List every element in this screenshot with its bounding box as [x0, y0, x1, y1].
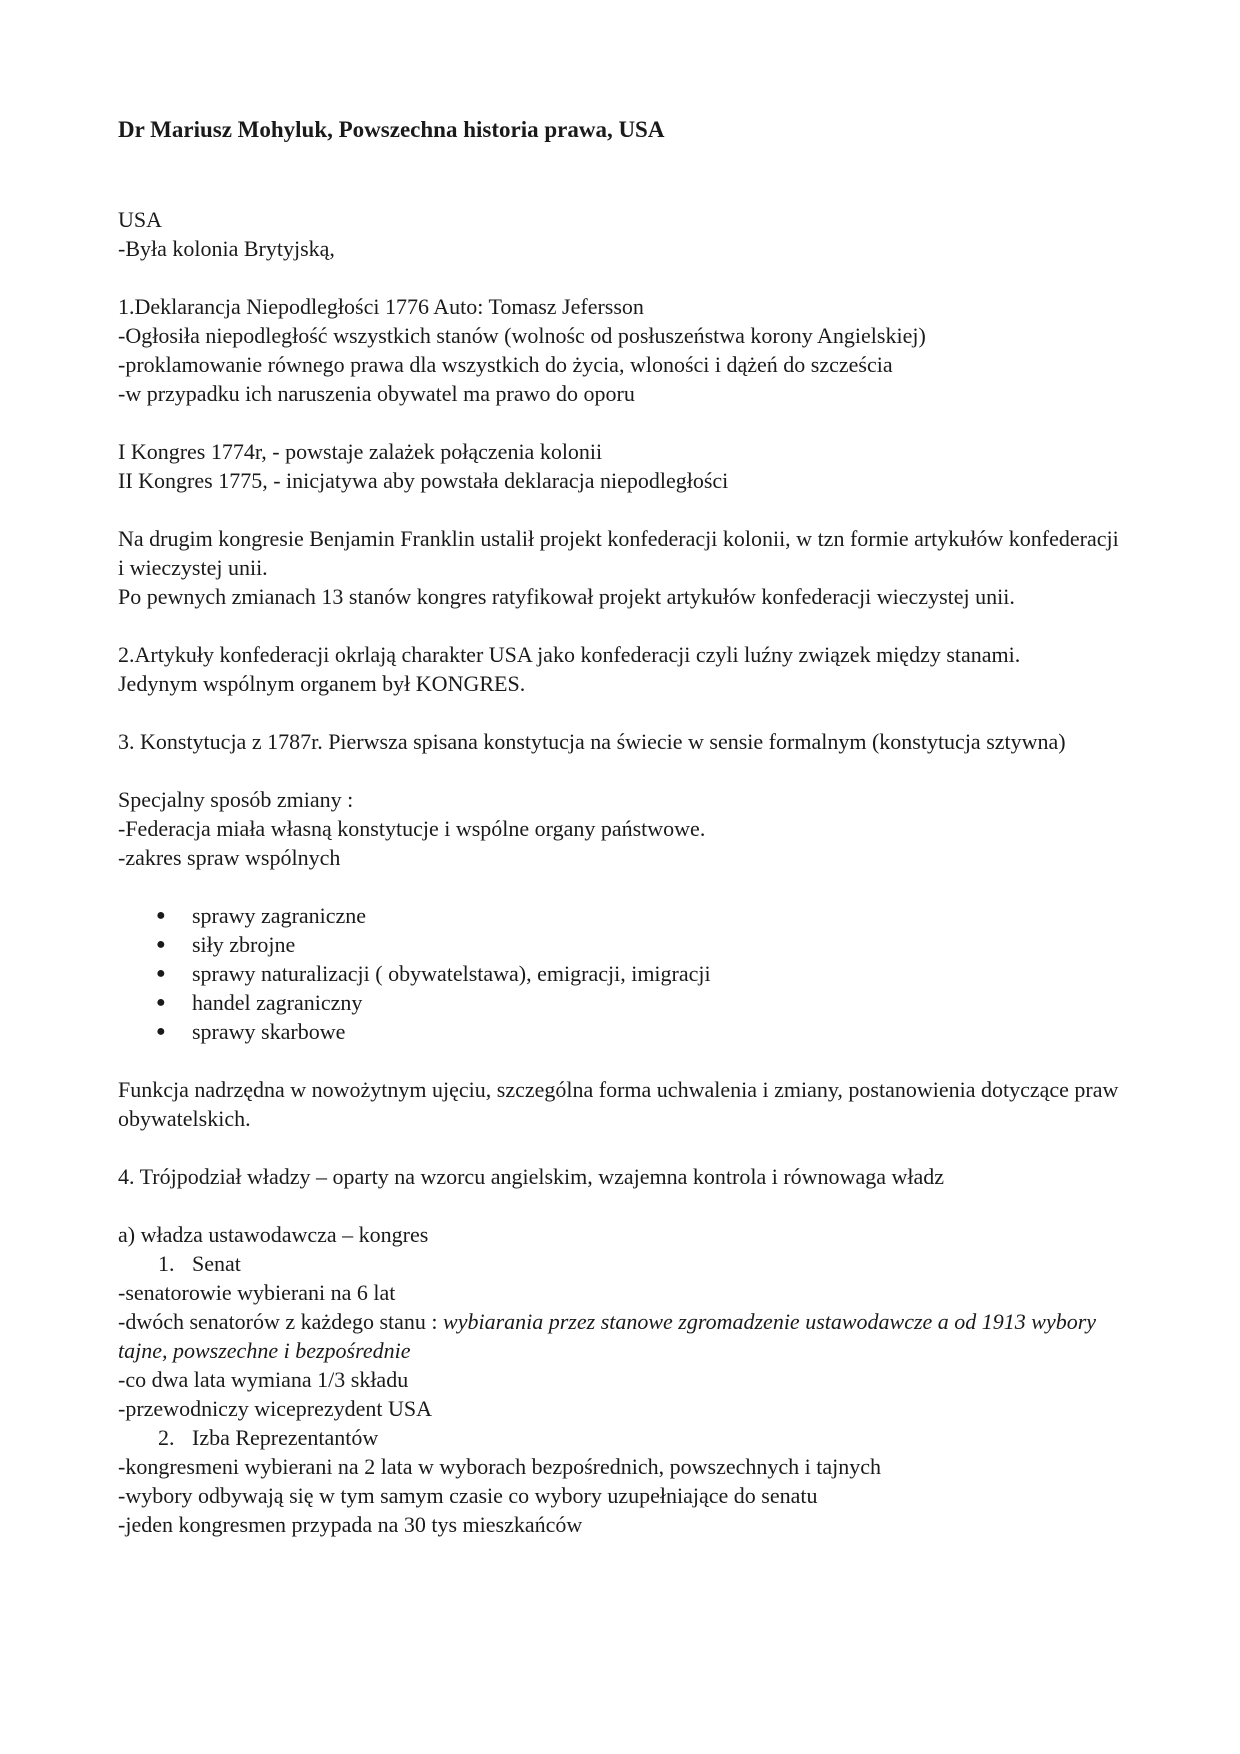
list-item-text: siły zbrojne — [192, 932, 296, 957]
house-list — [118, 1423, 1128, 1452]
list-item — [118, 988, 1128, 1017]
intro-heading: USA — [118, 207, 163, 232]
senate-line: -senatorowie wybierani na 6 lat — [118, 1280, 396, 1305]
franklin-paragraph: Na drugim kongresie Benjamin Franklin ustalił projekt konfederacji kolonii, w tzn formie artykułów konfederacji i wieczystej unii. — [118, 526, 1119, 580]
house-line: -jeden kongresmen przypada na 30 tys mieszkańców — [118, 1512, 583, 1537]
house-line: -wybory odbywają się w tym samym czasie co wybory uzupełniające do senatu — [118, 1483, 818, 1508]
section2-paragraph: 2.Artykuły konfederacji okrlają charakter USA jako konfederacji czyli luźny związek między stanami. — [118, 642, 1021, 667]
senate-list — [118, 1249, 1128, 1278]
bullet-icon: ● — [156, 1023, 166, 1040]
section1-line: -Ogłosiła niepodległość wszystkich stanów (wolnośc od posłuszeństwa korony Angielskiej) — [118, 323, 926, 348]
list-item-text: handel zagraniczny — [192, 990, 363, 1015]
list-item — [118, 1017, 1128, 1046]
section1-heading: 1.Deklarancja Niepodległości 1776 Auto: Tomasz Jefersson — [118, 294, 644, 319]
change-line: -Federacja miała własną konstytucje i wspólne organy państwowe. — [118, 816, 706, 841]
congress-line: I Kongres 1774r, - powstaje zalażek połączenia kolonii — [118, 439, 603, 464]
intro-line: -Była kolonia Brytyjską, — [118, 236, 335, 261]
bullet-icon: ● — [156, 936, 166, 953]
document-body — [118, 205, 1128, 1539]
document-title: Dr Mariusz Mohyluk, Powszechna historia prawa, USA — [118, 117, 665, 142]
franklin-paragraph: Po pewnych zmianach 13 stanów kongres ratyfikował projekt artykułów konfederacji wieczystej unii. — [118, 584, 1015, 609]
change-heading: Specjalny sposób zmiany : — [118, 787, 354, 812]
section4-heading: 4. Trójpodział władzy – oparty na wzorcu angielskim, wzajemna kontrola i równowaga władz — [118, 1164, 944, 1189]
change-line: -zakres spraw wspólnych — [118, 845, 341, 870]
senate-label: Senat — [192, 1251, 241, 1276]
senate-line-italic: wybiarania przez stanowe zgromadzenie ustawodawcze a od 1913 wybory tajne, powszechne i bezpośrednie — [118, 1309, 1097, 1363]
senate-line: -przewodniczy wiceprezydent USA — [118, 1396, 432, 1421]
senate-line-plain: -dwóch senatorów z każdego stanu : — [118, 1309, 444, 1334]
list-item — [118, 930, 1128, 959]
section3-paragraph: 3. Konstytucja z 1787r. Pierwsza spisana konstytucja na świecie w sensie formalnym (konstytucja sztywna) — [118, 729, 1066, 754]
list-number: 1. — [158, 1251, 175, 1276]
list-item-text: sprawy zagraniczne — [192, 903, 367, 928]
list-item — [118, 959, 1128, 988]
list-item-text: sprawy naturalizacji ( obywatelstawa), emigracji, imigracji — [192, 961, 711, 986]
section2-line: Jedynym wspólnym organem był KONGRES. — [118, 671, 526, 696]
list-item — [118, 1249, 1128, 1278]
house-line: -kongresmeni wybierani na 2 lata w wyborach bezpośrednich, powszechnych i tajnych — [118, 1454, 882, 1479]
bullet-icon: ● — [156, 994, 166, 1011]
bullet-icon: ● — [156, 907, 166, 924]
senate-line: -co dwa lata wymiana 1/3 składu — [118, 1367, 409, 1392]
section1-line: -proklamowanie równego prawa dla wszystkich do życia, wloności i dążeń do szcześcia — [118, 352, 893, 377]
bullet-icon: ● — [156, 965, 166, 982]
list-number: 2. — [158, 1425, 175, 1450]
section1-line: -w przypadku ich naruszenia obywatel ma prawo do oporu — [118, 381, 635, 406]
house-label: Izba Reprezentantów — [192, 1425, 379, 1450]
list-item — [118, 901, 1128, 930]
congress-line: II Kongres 1775, - inicjatywa aby powstała deklaracja niepodległości — [118, 468, 729, 493]
list-item — [118, 1423, 1128, 1452]
legislative-heading: a) władza ustawodawcza – kongres — [118, 1222, 429, 1247]
list-item-text: sprawy skarbowe — [192, 1019, 346, 1044]
common-affairs-list — [118, 901, 1128, 1046]
senate-line — [118, 1307, 1128, 1365]
function-paragraph: Funkcja nadrzędna w nowożytnym ujęciu, szczególna forma uchwalenia i zmiany, postanowienia dotyczące praw obywatelskich. — [118, 1077, 1119, 1131]
